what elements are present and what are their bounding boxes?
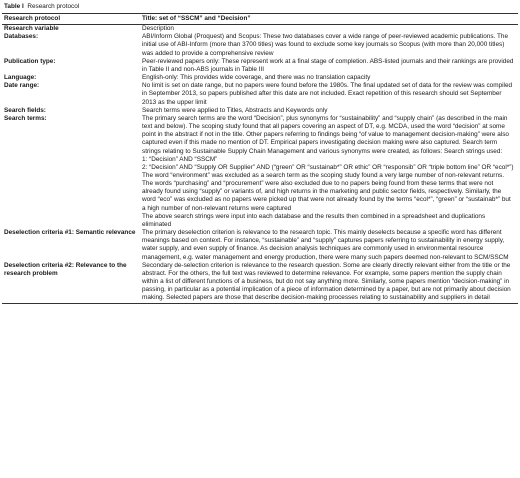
row-description [140, 74, 518, 82]
description-paragraph: English-only: This provides wide coverage, and there was no translation capacity [142, 74, 371, 82]
table-row [2, 115, 518, 229]
header-col-title: Title: set of “SSCM” and “Decision” [140, 14, 518, 25]
table-body [2, 25, 518, 304]
table-row [2, 107, 518, 115]
description-paragraph: 2: “Decision” AND “Supply OR Supplier” AND (“green” OR “sustainab*” OR ethic” OR “responsib” OR “triple bottom line” OR “ecol*”) [142, 163, 514, 171]
table-row [2, 58, 518, 74]
row-description [140, 115, 518, 229]
table-row [2, 74, 518, 82]
row-label: Publication type: [4, 57, 56, 65]
table-row [2, 262, 518, 304]
row-description [140, 58, 518, 74]
description-paragraph: Description [142, 25, 174, 33]
description-paragraph: Search terms were applied to Titles, Abstracts and Keywords only [142, 106, 328, 114]
row-label: Date range: [4, 82, 40, 90]
row-description [140, 82, 518, 106]
description-paragraph: ABI/Inform Global (Proquest) and Scopus: These two databases cover a wide range of peer-reviewed academic publications. The initial use of ABI-Inform (more than 3700 titles) was found to exclude some key journals so Scopus (with more than 20,000 titles) was added to provide a comprehensive review [142, 33, 509, 57]
table-row [2, 82, 518, 106]
table-row [2, 25, 518, 34]
row-label: Language: [4, 74, 37, 82]
table-row [2, 229, 518, 262]
header-col-research-protocol: Research protocol [2, 14, 140, 25]
description-paragraph: No limit is set on date range, but no papers were found before the 1980s. The final updated set of data for the review was compiled in September 2013, so papers published after this date are not included. Exact repetition of this research should set September 2013 as the upper limit [142, 82, 513, 106]
research-protocol-table [2, 13, 518, 304]
description-paragraph: The above search strings were input into each database and the results then combined in a spreadsheet and duplications eliminated [142, 212, 486, 228]
table-row [2, 33, 518, 57]
row-label: Deselection criteria #1: Semantic relevance [4, 229, 136, 237]
row-description [140, 25, 518, 34]
row-label: Databases: [4, 33, 39, 41]
row-label: Deselection criteria #2: Relevance to the research problem [2, 262, 140, 304]
row-label: Search terms: [4, 114, 47, 122]
description-paragraph: Peer-reviewed papers only: These represent work at a final stage of completion. ABS-listed journals and their rankings are provided in Table II and non-ABS journals in Table III [142, 57, 514, 73]
table-header-row [2, 14, 518, 25]
row-description [140, 107, 518, 115]
description-paragraph: The primary deselection criterion is relevance to the research topic. This mainly deselects because a specific word has different meanings based on context. For instance, “sustainable” and “supply” captures papers referring to sustainability in energy supply, water supply, and even supply of finance. As decision analysis techniques are commonly used in environmental resource management, e.g. water management and energy production, there were many such papers deemed non-relevant to SCM/SSCM [142, 229, 509, 261]
row-description [140, 33, 518, 57]
description-paragraph: The word “environment” was excluded as a search term as the scoping study found a very large number of non-relevant returns. The words “purchasing” and “procurement” were also excluded due to no papers being found from these terms that were not already found using “supply” or variants of, and high returns in the marketing and public sector fields, respectively. Similarly, the word “eco” was excluded as no papers were picked up that were not already found by the terms “ecol*”, “green” or “sustainab*” but a high number of non-relevant returns were captured [142, 171, 511, 212]
row-label: Research variable [4, 25, 59, 33]
table-caption-title: Research protocol [27, 3, 80, 10]
row-description [140, 262, 518, 304]
row-label: Search fields: [4, 106, 46, 114]
description-paragraph: 1: “Decision” AND “SSCM” [142, 155, 218, 163]
table-caption-label: Table I [4, 3, 24, 10]
description-paragraph: The primary search terms are the word “Decision”, plus synonyms for “sustainability” and “supply chain” (as described in the main text and below). The scoping study found that all papers covering an aspect of DT, e.g. MCDA, used the word “decision” at some point in the abstract if not in the title. Other papers referring to findings being “of value to management decision-making” were also captured even if this made no mention of DT. Empirical papers investigating decision making were also captured. Search term strings relating to Sustainable Supply Chain Management and various synonyms were created, as follows: Search strings used: [142, 114, 509, 155]
table-caption [4, 2, 518, 11]
description-paragraph: Secondary de-selection criterion is relevance to the research question. Some are clearly directly relevant either from the title or the abstract. For the others, the full text was reviewed to determine relevance. For example, some papers mention the supply chain within a list of different functions of a business, but do not say anything more. Similarly, some papers mention “decision-making” in passing, in particular as a potential implication of a piece of information determined by a paper, but are not primarily about decision making. Selected papers are those that describe decision-making processes relating to sustainability and suppliers in detail [142, 261, 511, 302]
row-description [140, 229, 518, 262]
